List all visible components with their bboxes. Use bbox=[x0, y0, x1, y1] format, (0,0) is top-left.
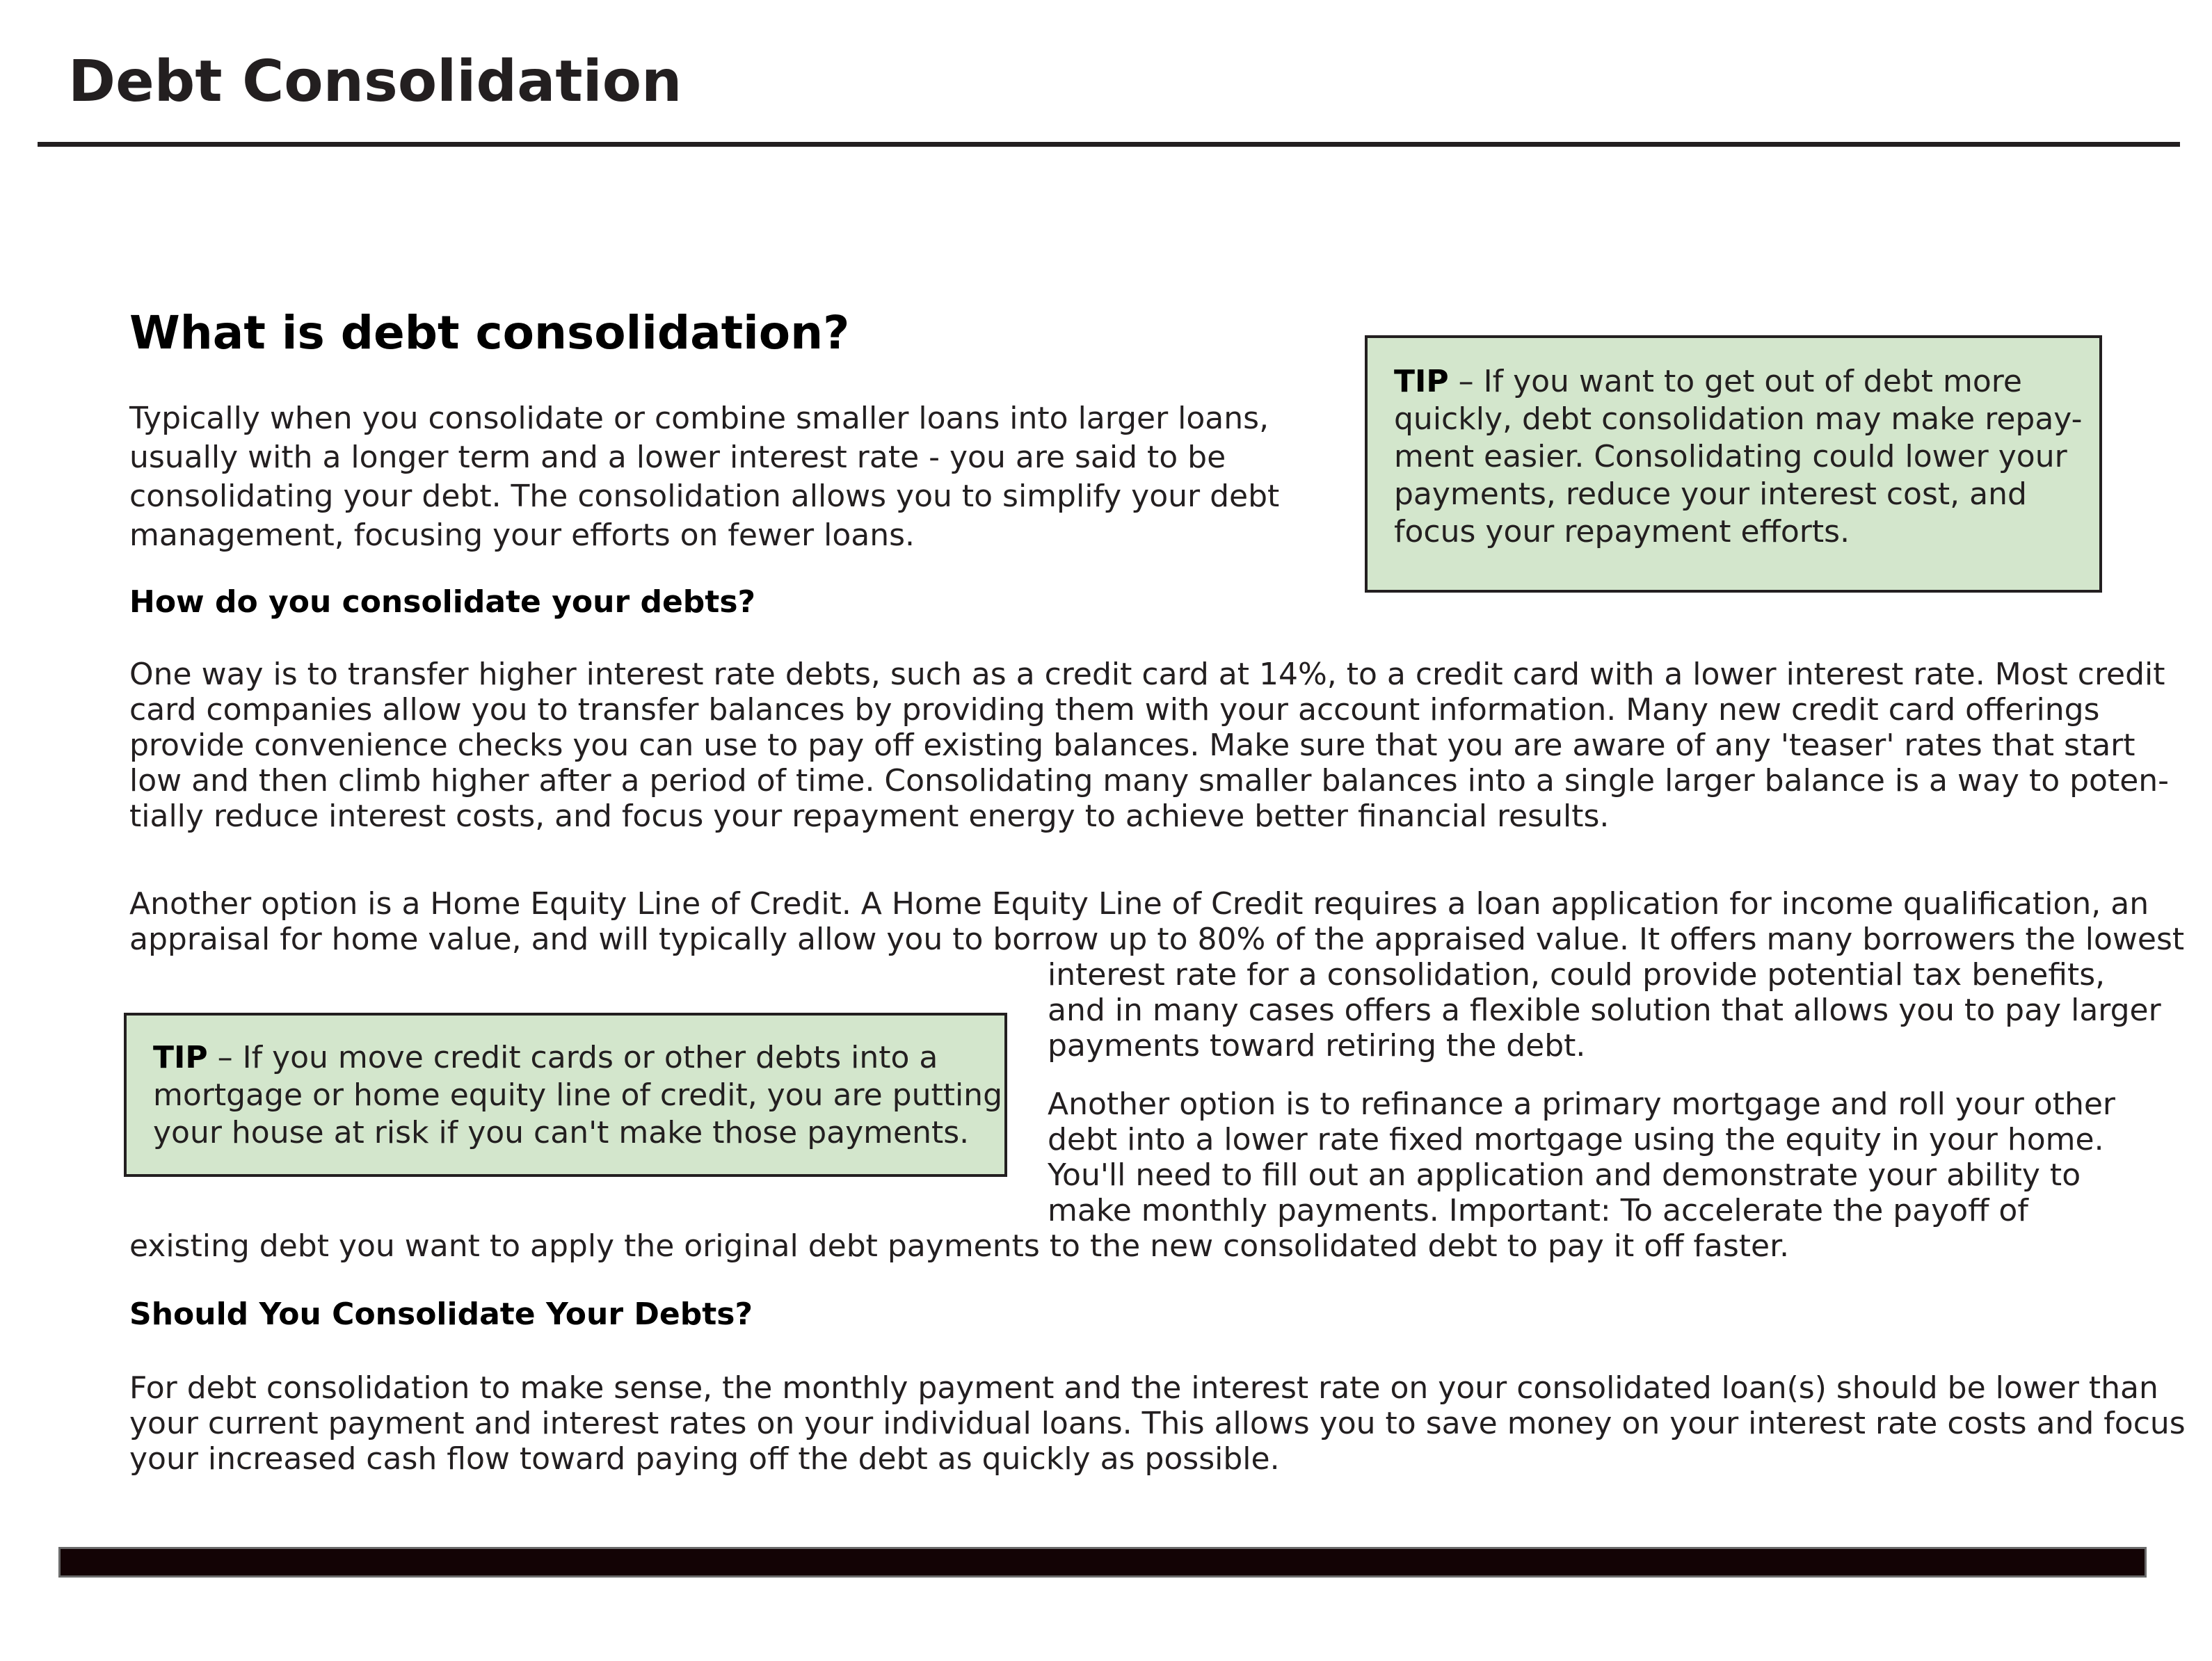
paragraph-line: provide convenience checks you can use to pay off existing balances. Make sure that you are aware of any 'teaser' rates that start bbox=[129, 728, 2135, 763]
tip-line: focus your repayment efforts. bbox=[1394, 514, 1850, 549]
home-equity-paragraph bbox=[129, 886, 2184, 957]
tip-box-home-risk bbox=[124, 1013, 1007, 1177]
paragraph-line: For debt consolidation to make sense, the monthly payment and the interest rate on your consolidated loan(s) should be lower than bbox=[129, 1370, 2158, 1406]
tip-line: quickly, debt consolidation may make repay- bbox=[1394, 401, 2083, 437]
paragraph-line: You'll need to fill out an application and demonstrate your ability to bbox=[1048, 1157, 2081, 1193]
paragraph-line: appraisal for home value, and will typically allow you to borrow up to 80% of the appraised value. It offers many borrowers the lowest bbox=[129, 922, 2185, 957]
paragraph-line: payments toward retiring the debt. bbox=[1048, 1028, 1586, 1064]
should-consolidate-paragraph bbox=[129, 1370, 2186, 1477]
footer-bar bbox=[58, 1547, 2147, 1578]
home-equity-paragraph-continued bbox=[1048, 957, 2161, 1064]
tip-box-debt-consolidation bbox=[1365, 335, 2102, 593]
paragraph-line: card companies allow you to transfer balances by providing them with your account information. Many new credit card offerings bbox=[129, 692, 2100, 728]
paragraph-line: One way is to transfer higher interest rate debts, such as a credit card at 14%, to a credit card with a lower interest rate. Most credit bbox=[129, 657, 2165, 692]
refinance-paragraph bbox=[1048, 1086, 2115, 1228]
page-title: Debt Consolidation bbox=[68, 49, 682, 115]
paragraph-line: Another option is to refinance a primary mortgage and roll your other bbox=[1048, 1086, 2116, 1122]
intro-line: Typically when you consolidate or combine smaller loans into larger loans, bbox=[129, 401, 1269, 436]
paragraph-line: existing debt you want to apply the original debt payments to the new consolidated debt to pay it off faster. bbox=[129, 1228, 1790, 1264]
credit-card-transfer-paragraph bbox=[129, 657, 2169, 834]
tip-line: – If you move credit cards or other debts into a bbox=[207, 1040, 938, 1075]
tip-line: payments, reduce your interest cost, and bbox=[1394, 476, 2027, 512]
tip-line: ment easier. Consolidating could lower your bbox=[1394, 439, 2067, 474]
paragraph-line: debt into a lower rate fixed mortgage using the equity in your home. bbox=[1048, 1122, 2104, 1157]
paragraph-line: make monthly payments. Important: To accelerate the payoff of bbox=[1048, 1193, 2028, 1228]
tip-label: TIP bbox=[1394, 364, 1449, 399]
tip-line: mortgage or home equity line of credit, you are putting bbox=[153, 1077, 1002, 1113]
subheading-should-you-consolidate: Should You Consolidate Your Debts? bbox=[129, 1297, 753, 1332]
paragraph-line: your increased cash flow toward paying off the debt as quickly as possible. bbox=[129, 1441, 1280, 1477]
tip-line: your house at risk if you can't make those payments. bbox=[153, 1115, 970, 1150]
tip-label: TIP bbox=[153, 1040, 208, 1075]
intro-line: consolidating your debt. The consolidation allows you to simplify your debt bbox=[129, 479, 1280, 514]
tip-line: – If you want to get out of debt more bbox=[1448, 364, 2022, 399]
intro-line: usually with a longer term and a lower interest rate - you are said to be bbox=[129, 440, 1226, 475]
paragraph-line: interest rate for a consolidation, could provide potential tax benefits, bbox=[1048, 957, 2106, 993]
paragraph-line: tially reduce interest costs, and focus your repayment energy to achieve better financial results. bbox=[129, 799, 1610, 834]
header-rule bbox=[38, 142, 2180, 147]
refinance-paragraph-last-line bbox=[129, 1228, 1789, 1264]
intro-paragraph bbox=[129, 399, 1279, 555]
intro-line: management, focusing your efforts on fewer loans. bbox=[129, 517, 915, 553]
paragraph-line: low and then climb higher after a period of time. Consolidating many smaller balances into a single larger balance is a way to poten- bbox=[129, 763, 2170, 799]
paragraph-line: Another option is a Home Equity Line of Credit. A Home Equity Line of Credit requires a loan application for income qualification, an bbox=[129, 886, 2149, 922]
subheading-how-to-consolidate: How do you consolidate your debts? bbox=[129, 584, 756, 620]
paragraph-line: your current payment and interest rates on your individual loans. This allows you to save money on your interest rate costs and focus bbox=[129, 1406, 2186, 1441]
section-heading: What is debt consolidation? bbox=[129, 306, 850, 360]
paragraph-line: and in many cases offers a flexible solution that allows you to pay larger bbox=[1048, 993, 2161, 1028]
